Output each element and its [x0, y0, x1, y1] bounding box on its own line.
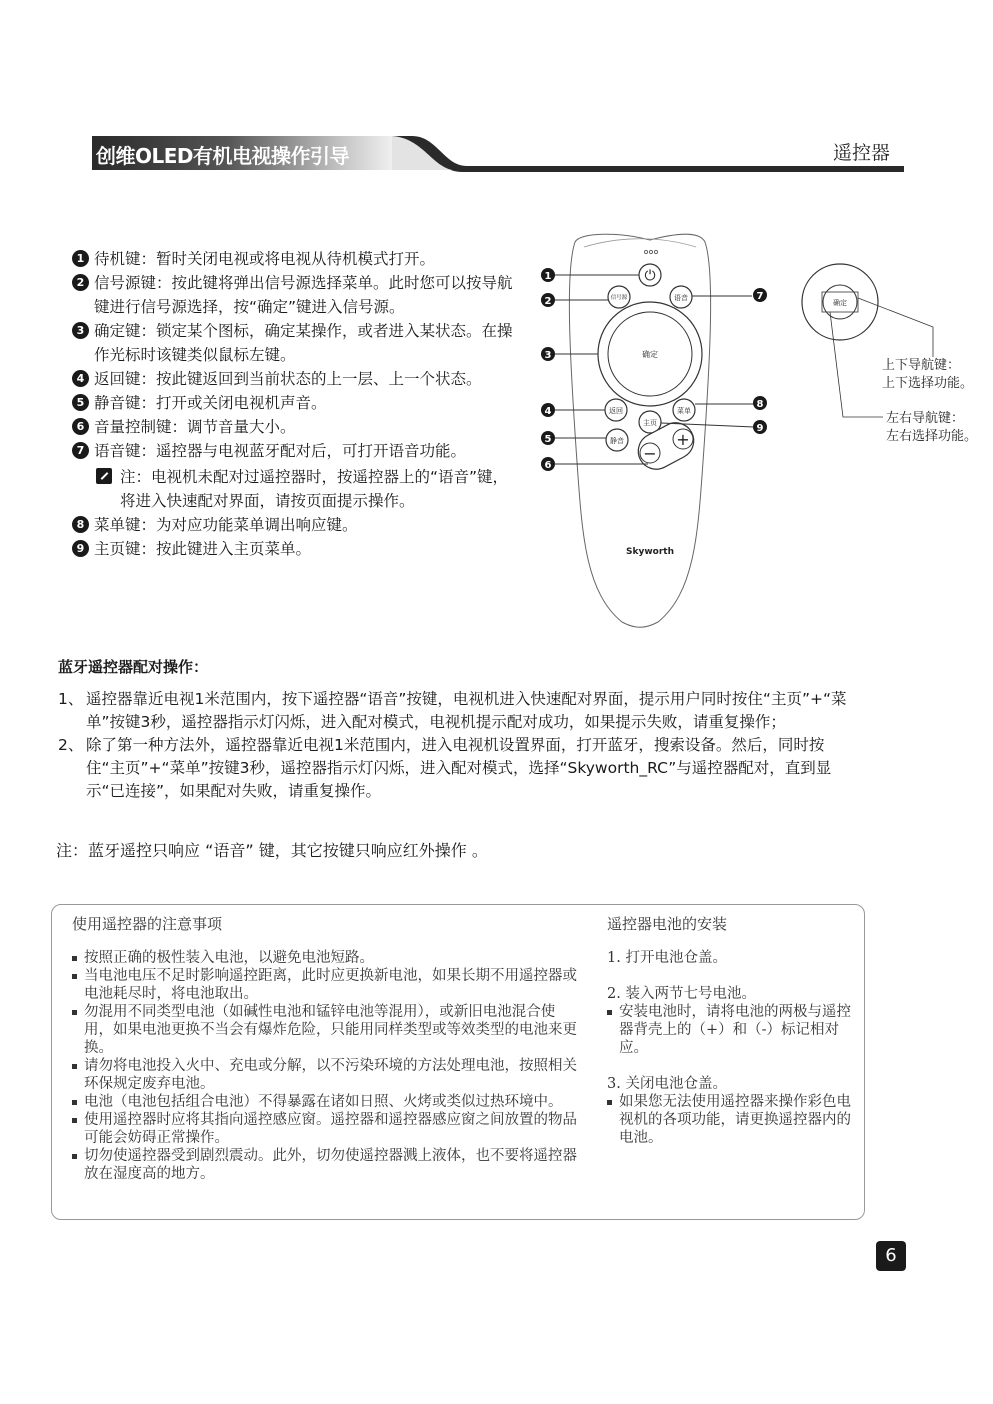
- nav-updown-title: 上下导航键：: [882, 358, 961, 373]
- key-item-ok: [72, 319, 522, 367]
- pairing-step: [58, 734, 848, 803]
- installation-title: 遥控器电池的安装: [607, 915, 728, 933]
- key-list: [72, 247, 522, 561]
- key-item-home: [72, 537, 522, 561]
- key-item-volume: [72, 415, 522, 439]
- volume-up-label: +: [676, 430, 690, 449]
- key-text: 静音键：打开或关闭电视机声音。: [94, 394, 327, 412]
- precaution-item: 请勿将电池投入火中、充电或分解，以不污染环境的方法处理电池，按照相关环保规定废弃电池。: [72, 1057, 582, 1093]
- precaution-item: 切勿使遥控器受到剧烈震动。此外，切勿使遥控器溅上液体，也不要将遥控器放在湿度高的地方。: [72, 1147, 582, 1183]
- pairing-step-text: 除了第一种方法外，遥控器靠近电视1米范围内，进入电视机设置界面，打开蓝牙，搜索设备。然后，同时按住“主页”+“菜单”按键3秒，遥控器指示灯闪烁，进入配对模式，选择“Skyworth_RC”与遥控器配对，直到显示“已连接”，如果配对失败，请重复操作。: [86, 736, 832, 800]
- callout-1-label: 1: [544, 271, 552, 282]
- pairing-step-num: 1、: [58, 690, 84, 708]
- install-step: 3. 关闭电池仓盖。: [607, 1076, 727, 1092]
- nav-lr-title: 左右导航键：: [886, 411, 965, 426]
- callout-7-label: 7: [756, 291, 764, 302]
- home-button-label: 主页: [643, 419, 657, 427]
- pairing-step-text: 遥控器靠近电视1米范围内，按下遥控器“语音”按键，电视机进入快速配对界面，提示用户同时按住“主页”+“菜单”按键3秒，遥控器指示灯闪烁，进入配对模式，电视机提示配对成功，如果提示失败，请重复操作；: [86, 690, 847, 731]
- precaution-item: 使用遥控器时应将其指向遥控感应窗。遥控器和遥控器感应窗之间放置的物品可能会妨碍正常操作。: [72, 1111, 582, 1147]
- callout-3-label: 3: [544, 350, 552, 361]
- key-item-menu: [72, 513, 522, 537]
- key-note: [72, 465, 522, 513]
- header-title: 创维OLED有机电视操作引导: [96, 144, 350, 168]
- precautions-title: 使用遥控器的注意事项: [72, 915, 223, 933]
- callout-4-label: 4: [544, 406, 552, 417]
- key-number: 4: [72, 370, 89, 387]
- precaution-item: 当电池电压不足时影响遥控距离，此时应更换新电池，如果长期不用遥控器或电池耗尽时，将电池取出。: [72, 967, 582, 1003]
- pairing-step: [58, 688, 848, 734]
- install-step: 1. 打开电池仓盖。: [607, 950, 727, 966]
- nav-detail-ok-label: 确定: [833, 299, 847, 307]
- callout-2-label: 2: [544, 296, 552, 307]
- key-text: 主页键：按此键进入主页菜单。: [94, 540, 312, 558]
- install-note: 安装电池时，请将电池的两极与遥控器背壳上的（+）和（-）标记相对应。: [607, 1003, 852, 1057]
- key-item-source: [72, 271, 522, 319]
- pairing-title: 蓝牙遥控器配对操作：: [58, 658, 209, 676]
- callout-8-label: 8: [756, 399, 764, 410]
- callout-6-label: 6: [544, 460, 552, 471]
- key-number: 3: [72, 322, 89, 339]
- install-step: 2. 装入两节七号电池。: [607, 986, 756, 1002]
- battery-info-box: [51, 904, 865, 1220]
- back-button-label: 返回: [609, 407, 623, 415]
- precaution-item: 电池（电池包括组合电池）不得暴露在诸如日照、火烤或类似过热环境中。: [72, 1093, 582, 1111]
- menu-button-label: 菜单: [677, 407, 691, 415]
- volume-down-label: −: [643, 444, 657, 463]
- install-note: 如果您无法使用遥控器来操作彩色电视机的各项功能，请更换遥控器内的电池。: [607, 1093, 852, 1147]
- remote-diagram: [540, 232, 985, 632]
- voice-button-label: 语音: [674, 294, 688, 302]
- key-text: 待机键：暂时关闭电视或将电视从待机模式打开。: [94, 250, 436, 268]
- source-button-label: 信号源: [610, 295, 628, 301]
- key-number: 5: [72, 394, 89, 411]
- ok-button-label: 确定: [642, 350, 658, 359]
- brand-logo: Skyworth: [626, 547, 674, 557]
- note-pencil-icon: [96, 468, 112, 484]
- section-title: 遥控器: [832, 142, 890, 164]
- precaution-item: 按照正确的极性装入电池，以避免电池短路。: [72, 949, 582, 967]
- key-number: 7: [72, 442, 89, 459]
- page-number: 6: [876, 1241, 906, 1271]
- callout-5-label: 5: [544, 434, 552, 445]
- key-item-back: [72, 367, 522, 391]
- battery-installation: [607, 915, 852, 1147]
- key-number: 1: [72, 250, 89, 267]
- nav-updown-desc: 上下选择功能。: [882, 376, 974, 391]
- key-item-voice: [72, 439, 522, 463]
- key-number: 8: [72, 516, 89, 533]
- page-header: [92, 136, 904, 174]
- precaution-item: 勿混用不同类型电池（如碱性电池和锰锌电池等混用），或新旧电池混合使用，如果电池更换不当会有爆炸危险，只能用同样类型或等效类型的电池来更换。: [72, 1003, 582, 1057]
- key-text: 信号源键：按此键将弹出信号源选择菜单。此时您可以按导航键进行信号源选择，按“确定”键进入信号源。: [94, 274, 513, 316]
- key-number: 2: [72, 274, 89, 291]
- key-item-mute: [72, 391, 522, 415]
- power-icon: ⏻: [644, 268, 656, 284]
- key-note-text: 注：电视机未配对过遥控器时，按遥控器上的“语音”键，将进入快速配对界面，请按页面提示操作。: [120, 468, 509, 510]
- callout-9-label: 9: [756, 423, 764, 434]
- nav-lr-desc: 左右选择功能。: [886, 429, 978, 444]
- key-text: 语音键：遥控器与电视蓝牙配对后，可打开语音功能。: [94, 442, 467, 460]
- pairing-step-num: 2、: [58, 736, 84, 754]
- mute-button-label: 静音: [610, 437, 624, 445]
- key-number: 9: [72, 540, 89, 557]
- key-text: 确定键：锁定某个图标，确定某操作，或者进入某状态。在操作光标时该键类似鼠标左键。: [94, 322, 513, 364]
- pairing-note: 注：蓝牙遥控只响应 “语音” 键，其它按键只响应红外操作 。: [56, 841, 488, 860]
- key-text: 菜单键：为对应功能菜单调出响应键。: [94, 516, 358, 534]
- key-item-standby: [72, 247, 522, 271]
- key-number: 6: [72, 418, 89, 435]
- key-text: 返回键：按此键返回到当前状态的上一层、上一个状态。: [94, 370, 482, 388]
- battery-precautions: [72, 915, 582, 1183]
- pairing-steps: [58, 688, 848, 803]
- key-text: 音量控制键：调节音量大小。: [94, 418, 296, 436]
